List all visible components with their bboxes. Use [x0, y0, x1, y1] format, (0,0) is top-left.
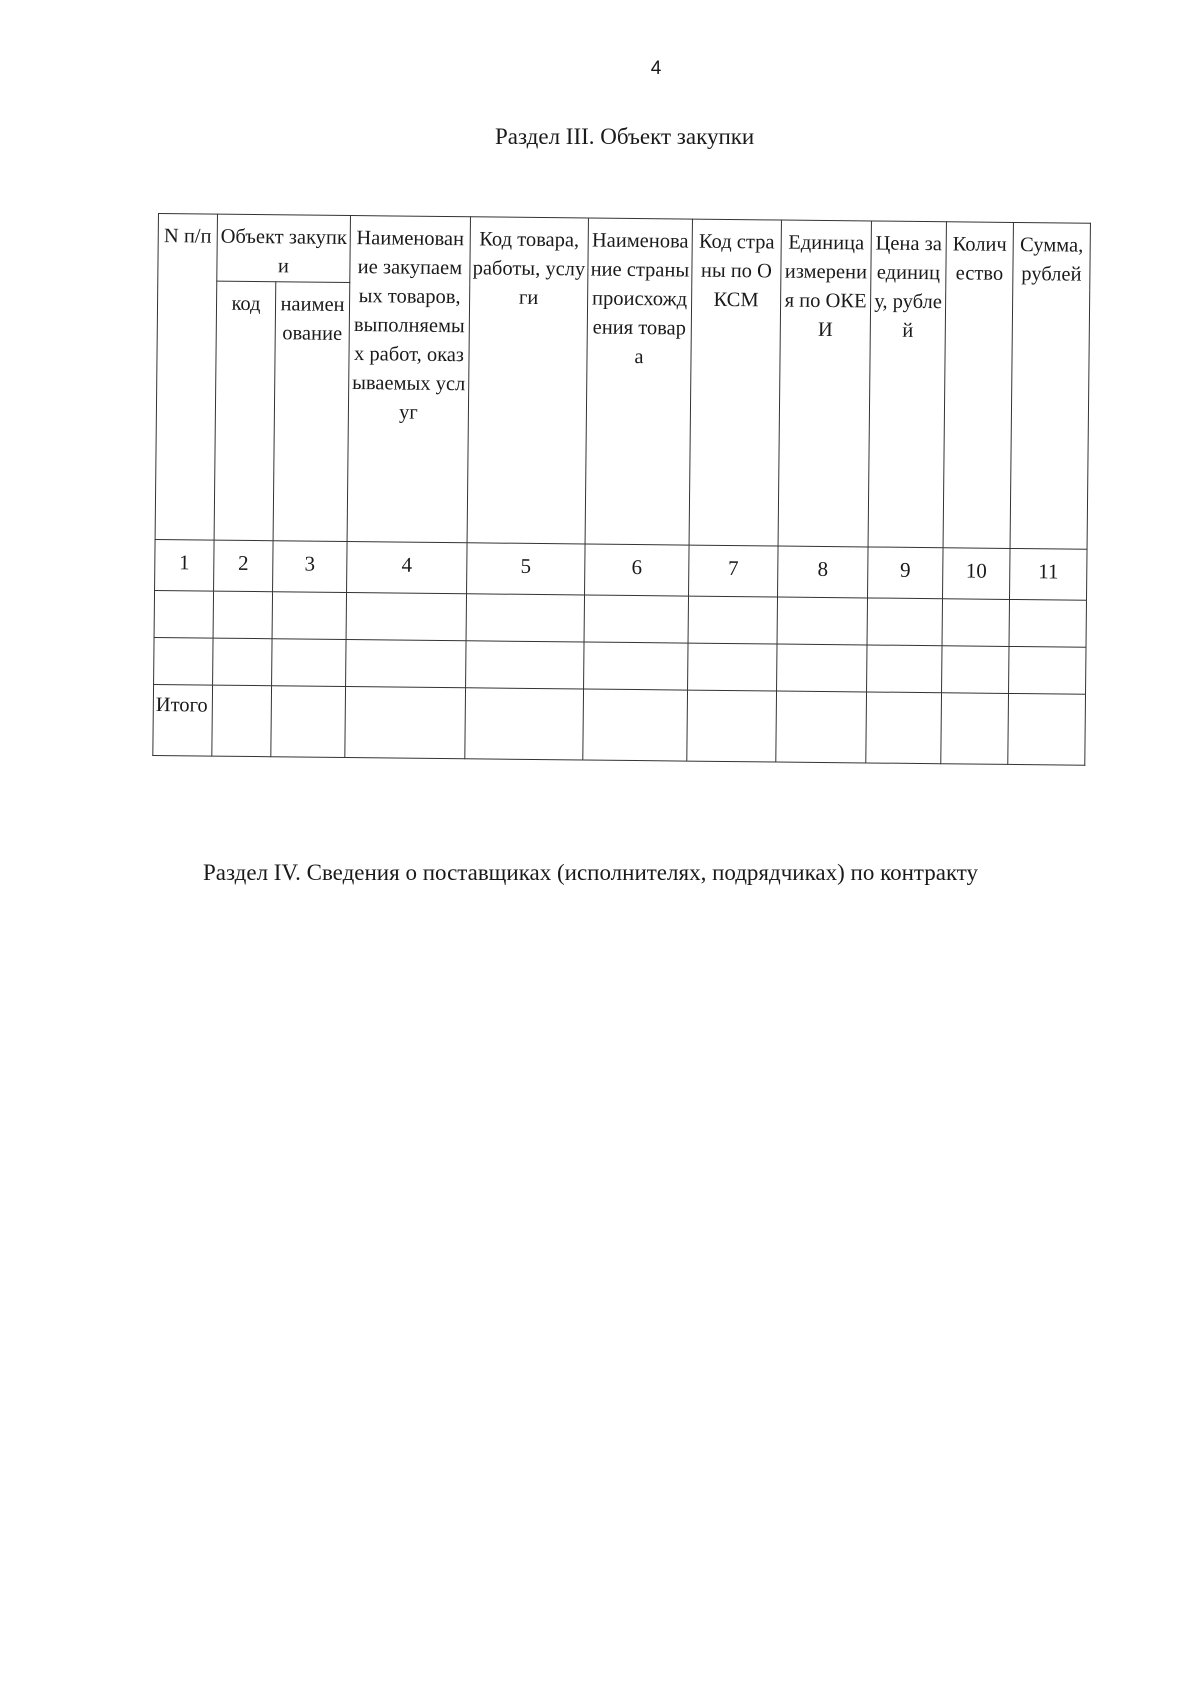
column-number: 3 — [273, 541, 348, 593]
table-cell — [777, 644, 867, 692]
header-unit-price: Цена за единицу, рублей — [868, 221, 946, 548]
header-country-name: Наименование страны происхождения товара — [585, 218, 692, 545]
table-cell — [776, 691, 867, 763]
table-cell — [942, 599, 1009, 647]
table-cell — [465, 688, 584, 760]
table-cell — [1009, 646, 1086, 694]
table-cell — [942, 646, 1009, 694]
table-cell — [1008, 693, 1086, 765]
table-cell — [466, 594, 584, 642]
table-cell — [584, 595, 688, 643]
header-unit: Единица измерения по ОКЕИ — [778, 220, 871, 547]
header-object-code: код — [214, 281, 276, 541]
table-cell — [272, 639, 346, 687]
section-4-title: Раздел IV. Сведения о поставщиках (исполнителях, подрядчиках) по контракту — [203, 860, 979, 885]
total-label: Итого — [153, 684, 213, 756]
header-object-name: наименование — [273, 282, 350, 542]
column-number: 7 — [689, 545, 779, 597]
table-cell — [213, 591, 272, 639]
table-cell — [154, 637, 213, 685]
table-cell — [272, 592, 346, 640]
table-cell — [345, 686, 466, 758]
table-cell — [584, 642, 688, 690]
table-cell — [346, 592, 466, 640]
table-cell — [688, 596, 777, 644]
header-item-name: Наименование закупаемых товаров, выполняемых работ, оказываемых услуг — [347, 216, 470, 543]
table-cell — [777, 597, 867, 645]
table-cell — [346, 639, 466, 687]
header-row — [158, 214, 1091, 291]
column-number: 10 — [943, 548, 1011, 600]
table-cell — [941, 693, 1009, 765]
table-cell — [867, 598, 942, 646]
table-cell — [866, 692, 942, 764]
column-number: 11 — [1010, 548, 1088, 600]
table-cell — [466, 641, 584, 689]
header-sum: Сумма, рублей — [1010, 222, 1090, 549]
table-cell — [688, 643, 777, 691]
table-cell — [1009, 599, 1086, 647]
table-cell — [583, 689, 688, 761]
header-number: N п/п — [155, 214, 217, 541]
column-number: 2 — [214, 540, 274, 592]
column-number: 5 — [467, 543, 586, 595]
column-number: 4 — [347, 541, 468, 593]
table-cell — [867, 645, 942, 693]
header-quantity: Количество — [943, 222, 1013, 549]
table-cell — [213, 638, 272, 686]
header-item-code: Код товара, работы, услуги — [467, 217, 588, 544]
purchase-object-table — [152, 213, 1091, 766]
table-cell — [154, 590, 213, 638]
table-cell — [212, 685, 272, 757]
section-3-title: Раздел III. Объект закупки — [495, 124, 755, 149]
column-number: 1 — [155, 539, 215, 591]
header-country-code: Код страны по ОКСМ — [689, 219, 781, 546]
column-number: 6 — [585, 544, 690, 596]
column-number: 9 — [868, 547, 944, 599]
column-number: 8 — [778, 546, 869, 598]
page-number: 4 — [650, 58, 662, 79]
header-purchase-object: Объект закупки — [217, 214, 351, 282]
total-row — [153, 684, 1086, 765]
table-cell — [271, 686, 346, 758]
table-cell — [687, 690, 777, 762]
